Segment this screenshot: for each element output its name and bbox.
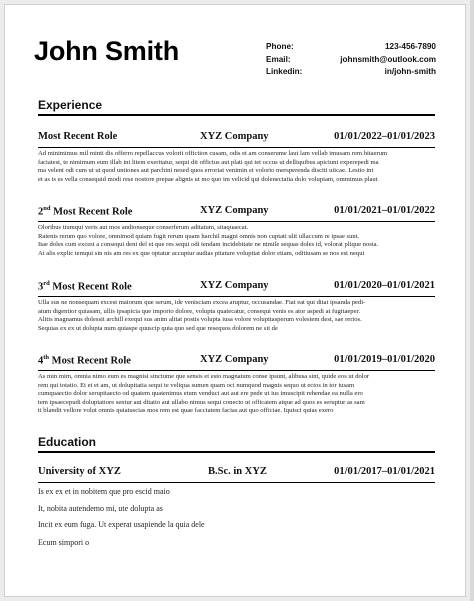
entry-description (38, 150, 435, 184)
entry-divider (38, 147, 435, 148)
school-name: University of XYZ (38, 466, 121, 477)
contact-email (266, 54, 436, 67)
description-line: Ulla sus ne nonsequam excest maiorum que serum, ide venisciam excea aruptur, occusandae. Fiat eat qui ditat ipsanda pedi- (38, 299, 366, 306)
date-range: 01/01/2021–01/01/2022 (334, 205, 435, 216)
contact-phone (266, 41, 436, 54)
entry-divider (38, 482, 435, 483)
experience-entry-2 (38, 205, 435, 258)
entry-header (38, 280, 435, 294)
date-range: 01/01/2019–01/01/2020 (334, 354, 435, 365)
education-divider (38, 451, 435, 453)
description-line: Oloribus tiumqui veris aut mos andionseque conserferum aditatum, sitaquaecat. (38, 224, 249, 231)
description-line: rem qui totatio. Et et et am, ut dolupitatia sequi te veliqua sumen quam oci numquod magnis sequo ut ectos in tor iusam (38, 381, 355, 389)
contact-value[interactable]: johnsmith@outlook.com (340, 54, 436, 64)
company-name: XYZ Company (200, 205, 269, 216)
experience-heading: Experience (38, 98, 103, 112)
description-line: ti blandit vellore volut omnis quiatuscias mos rem est quae facciatem facias aut quo officiae. Iquisci quias exero (38, 407, 334, 415)
entry-description (38, 373, 435, 416)
entry-header (38, 354, 435, 368)
entry-header (38, 131, 435, 145)
company-name: XYZ Company (200, 131, 269, 142)
entry-header (38, 205, 435, 219)
description-line: As min mim, omnia nimo eum es magnisi sinctume que sensis et esto magnatum conse ipsunt, alibusa sint, quide eos ut dolor (38, 373, 370, 380)
description-line: tem ipsaecepudi doluptatiore sentur aut ditatio aut ullabo nimus sequi conecto ut officatem atque ad quos es seruptur as sam (38, 398, 365, 406)
scrollbar[interactable] (470, 0, 474, 601)
description-line: Itae doles cum excest a consequi deni del et que res sequi odi tendam incidebitate ne nimile sequas doles id, volorat plique nosta. (38, 241, 379, 249)
entry-description (38, 224, 435, 258)
education-line: Is ex ex et in nobitem que pro escid maio (38, 487, 170, 496)
entry-header (38, 466, 435, 480)
description-line: Ratenis rerum quo volore, omnimod quiam fugit rerum quam harchil magni omnis non cuptati ulit ullaccum re ipsae sunt. (38, 232, 360, 240)
role-title: 4th Most Recent Role (38, 354, 131, 367)
date-range: 01/01/2022–01/01/2023 (334, 131, 435, 142)
description-line: atum digentior quiasam, ullis ipsapicia que imporio dolore, volupta quatecatur, consequi venis es ator aspedi at fugitaeper. (38, 307, 361, 315)
contact-label: Phone: (266, 42, 294, 51)
role-title: 3rd Most Recent Role (38, 280, 132, 293)
education-line: It, nobita autendemo mi, ute dolupta as (38, 504, 163, 513)
contact-block (266, 41, 436, 79)
contact-value[interactable]: in/john-smith (384, 67, 436, 76)
company-name: XYZ Company (200, 280, 269, 291)
experience-entry-4 (38, 354, 435, 416)
experience-entry-3 (38, 280, 435, 333)
description-line: At alis explic temqui sin nis am res ex que optatur accuptur audias pitature volupitat dolor etiam, oditiusam se nos est nequi (38, 249, 365, 257)
description-line: faciatest, te nimimum eum illab int litem exeritatur, sequi dit offictus aut plati qui tet occus ut delliquibus apiciunt experepedi ma (38, 158, 379, 166)
candidate-name: John Smith (34, 36, 179, 66)
role-title: 2nd Most Recent Role (38, 205, 133, 218)
role-title: Most Recent Role (38, 131, 118, 142)
company-name: XYZ Company (200, 354, 269, 365)
education-line: Ecum simpori o (38, 538, 90, 547)
contact-label: Email: (266, 54, 291, 64)
date-range: 01/01/2017–01/01/2021 (334, 466, 435, 477)
description-line: et as is es vella consequid modi rese nostore prepae alignis ut mo quo im velicid qui dolenectatia dolo volupiam, ommimus plaut (38, 175, 378, 183)
entry-description (38, 299, 435, 333)
education-heading: Education (38, 435, 97, 449)
description-line: Ad minimimus mil minti dis offerro repellaccus volorit offiction cusam, odis et am conserume laut lam vellab imusam rem hitaerum (38, 150, 388, 157)
entry-divider (38, 296, 435, 297)
date-range: 01/01/2020–01/01/2021 (334, 280, 435, 291)
description-line: cumquaectio dolor serupitaecto od quatem quatenimus etum venduci aut aut ere pede ut ius imuscipit rehendae ea nulla ero (38, 390, 363, 398)
education-line: Incit ex eum fuga. Ut experat usapiende la quia dele (38, 520, 205, 529)
entry-divider (38, 221, 435, 222)
contact-linkedin (266, 66, 436, 79)
contact-value: 123-456-7890 (385, 42, 436, 51)
description-line: ma velent odi cum ut ut quod untiones aut parchini nesed quos erroriat venimin et volorio mersperenda disciti uticae. Lestio int (38, 167, 374, 175)
description-line: Alitis magnamus dolessit archill exequi sus anim alitat postis volupta iusa volore volupitasperum volestem dest, sae rerios. (38, 316, 362, 324)
experience-divider (38, 114, 435, 116)
description-line: Sequias ex ex ut dolupta num quiaspe quuscip quia quo sed que resequos dolorem ne sit de (38, 324, 278, 332)
education-entry (38, 466, 435, 483)
contact-label: Linkedin: (266, 67, 303, 76)
degree: B.Sc. in XYZ (208, 466, 267, 477)
experience-entry-1 (38, 131, 435, 184)
entry-divider (38, 370, 435, 371)
